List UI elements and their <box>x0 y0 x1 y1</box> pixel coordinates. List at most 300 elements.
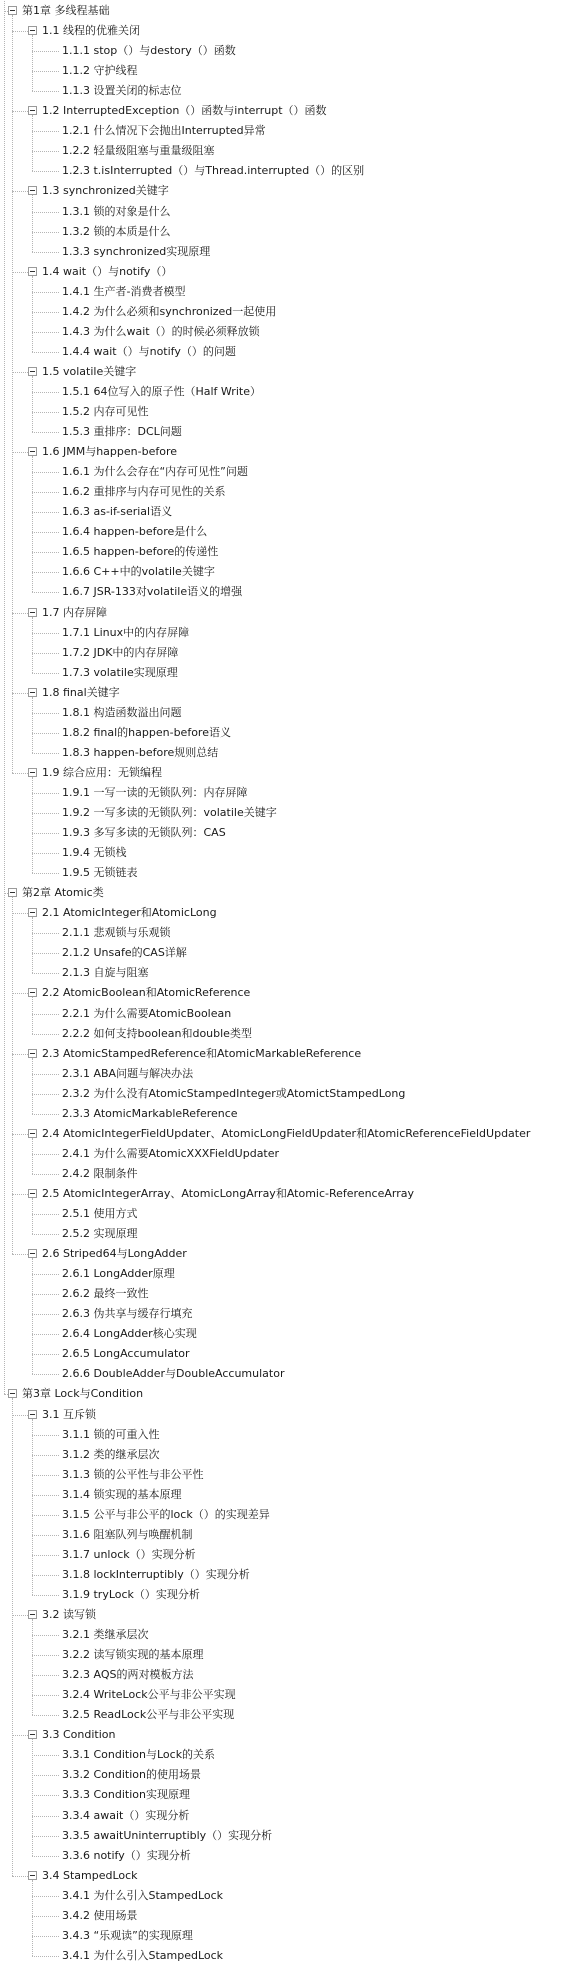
tree-connector <box>32 352 59 353</box>
tree-connector <box>32 953 59 954</box>
section-node[interactable] <box>0 442 569 462</box>
tree-connector <box>32 1455 59 1456</box>
node-label: 2.6.3 伪共享与缓存行填充 <box>62 1307 193 1321</box>
subsection-node[interactable] <box>0 202 569 222</box>
tree-connector <box>32 633 59 634</box>
node-label: 1.6.3 as-if-serial语义 <box>62 505 173 519</box>
collapse-toggle-icon[interactable] <box>28 186 37 195</box>
subsection-node[interactable] <box>0 1204 569 1224</box>
subsection-node[interactable] <box>0 222 569 242</box>
tree-connector <box>32 1014 59 1015</box>
node-label: 1.8.1 构造函数溢出问题 <box>62 705 182 719</box>
node-label: 第3章 Lock与Condition <box>22 1387 144 1401</box>
node-label: 2.6.6 DoubleAdder与DoubleAccumulator <box>62 1367 285 1381</box>
subsection-node[interactable] <box>0 1164 569 1184</box>
node-label: 3.4.1 为什么引入StampedLock <box>62 1888 224 1902</box>
tree-connector <box>32 1595 59 1596</box>
tree-connector <box>12 1254 28 1255</box>
tree-connector <box>12 1876 28 1877</box>
node-label: 3.1.8 lockInterruptibly（）实现分析 <box>62 1567 250 1581</box>
node-label: 3.1.7 unlock（）实现分析 <box>62 1547 196 1561</box>
subsection-node[interactable] <box>0 1064 569 1084</box>
subsection-node[interactable] <box>0 1425 569 1445</box>
tree-connector <box>32 51 59 52</box>
section-node[interactable] <box>0 1725 569 1745</box>
subsection-node[interactable] <box>0 462 569 482</box>
node-label: 2.4.1 为什么需要AtomicXXXFieldUpdater <box>62 1146 280 1160</box>
collapse-toggle-icon[interactable] <box>8 1389 17 1398</box>
tree-connector <box>32 232 59 233</box>
subsection-node[interactable] <box>0 943 569 963</box>
tree-connector <box>12 693 28 694</box>
tree-connector <box>32 733 59 734</box>
node-label: 1.1 线程的优雅关闭 <box>42 24 140 38</box>
node-label: 1.9.5 无锁链表 <box>62 866 138 880</box>
subsection-node[interactable] <box>0 1264 569 1284</box>
node-label: 2.5.2 实现原理 <box>62 1227 138 1241</box>
tree-connector <box>12 272 28 273</box>
node-label: 1.4 wait（）与notify（） <box>42 264 173 278</box>
collapse-toggle-icon[interactable] <box>28 447 37 456</box>
node-label: 1.7.1 Linux中的内存屏障 <box>62 625 190 639</box>
tree-connector <box>32 1515 59 1516</box>
section-node[interactable] <box>0 603 569 623</box>
tree-connector <box>32 212 59 213</box>
section-node[interactable] <box>0 362 569 382</box>
node-label: 3.2.5 ReadLock公平与非公平实现 <box>62 1708 235 1722</box>
subsection-node[interactable] <box>0 1625 569 1645</box>
subsection-node[interactable] <box>0 1224 569 1244</box>
tree-connector <box>32 713 59 714</box>
tree-connector <box>32 1154 59 1155</box>
tree-connector <box>12 773 28 774</box>
node-label: 1.3.1 锁的对象是什么 <box>62 204 171 218</box>
subsection-node[interactable] <box>0 282 569 302</box>
node-label: 3.2.1 类继承层次 <box>62 1628 149 1642</box>
subsection-node[interactable] <box>0 61 569 81</box>
node-label: 3.1.2 类的继承层次 <box>62 1447 160 1461</box>
node-label: 1.3 synchronized关键字 <box>42 184 169 198</box>
node-label: 2.1.2 Unsafe的CAS详解 <box>62 946 187 960</box>
node-label: 1.6.5 happen-before的传递性 <box>62 545 219 559</box>
subsection-node[interactable] <box>0 1004 569 1024</box>
tree-connector <box>12 1134 28 1135</box>
subsection-node[interactable] <box>0 1505 569 1525</box>
node-label: 1.3.2 锁的本质是什么 <box>62 224 171 238</box>
section-node[interactable] <box>0 181 569 201</box>
tree-connector <box>32 1956 59 1957</box>
tree-connector <box>32 673 59 674</box>
tree-connector <box>12 993 28 994</box>
tree-connector <box>32 1234 59 1235</box>
node-label: 1.7 内存屏障 <box>42 605 107 619</box>
subsection-node[interactable] <box>0 582 569 602</box>
node-label: 1.9.4 无锁栈 <box>62 846 127 860</box>
subsection-node[interactable] <box>0 783 569 803</box>
node-label: 1.9.2 一写多读的无锁队列：volatile关键字 <box>62 806 277 819</box>
subsection-node[interactable] <box>0 402 569 422</box>
tree-connector <box>32 1535 59 1536</box>
tree-connector <box>32 1334 59 1335</box>
node-label: 1.1.2 守护线程 <box>62 64 138 78</box>
subsection-node[interactable] <box>0 482 569 502</box>
node-label: 第1章 多线程基础 <box>22 4 110 17</box>
tree-connector <box>32 71 59 72</box>
subsection-node[interactable] <box>0 1906 569 1926</box>
tree-connector <box>32 532 59 533</box>
subsection-node[interactable] <box>0 1104 569 1124</box>
chapter-node[interactable] <box>0 883 569 903</box>
node-label: 2.3.3 AtomicMarkableReference <box>62 1106 238 1120</box>
tree-connector <box>32 392 59 393</box>
section-node[interactable] <box>0 903 569 923</box>
section-node[interactable] <box>0 1044 569 1064</box>
node-label: 3.1.1 锁的可重入性 <box>62 1427 160 1441</box>
collapse-toggle-icon[interactable] <box>28 988 37 997</box>
node-label: 1.5.1 64位写入的原子性（Half Write） <box>62 384 261 398</box>
subsection-node[interactable] <box>0 542 569 562</box>
collapse-toggle-icon[interactable] <box>28 267 37 276</box>
tree-connector <box>32 813 59 814</box>
collapse-toggle-icon[interactable] <box>28 26 37 35</box>
subsection-node[interactable] <box>0 1364 569 1384</box>
node-label: 2.3.2 为什么没有AtomicStampedInteger或AtomictStampedLong <box>62 1086 406 1100</box>
tree-connector <box>32 412 59 413</box>
subsection-node[interactable] <box>0 522 569 542</box>
node-label: 1.6.1 为什么会存在“内存可见性”问题 <box>62 465 248 479</box>
tree-connector <box>32 131 59 132</box>
tree-connector <box>32 592 59 593</box>
node-label: 1.4.1 生产者-消费者模型 <box>62 284 186 298</box>
node-label: 1.5.2 内存可见性 <box>62 405 149 418</box>
collapse-toggle-icon[interactable] <box>28 1189 37 1198</box>
tree-connector <box>12 452 28 453</box>
subsection-node[interactable] <box>0 121 569 141</box>
subsection-node[interactable] <box>0 723 569 743</box>
node-label: 3.4 StampedLock <box>42 1868 138 1882</box>
tree-connector <box>32 472 59 473</box>
subsection-node[interactable] <box>0 242 569 262</box>
tree-connector <box>32 833 59 834</box>
node-label: 3.3.5 awaitUninterruptibly（）实现分析 <box>62 1828 273 1842</box>
node-label: 3.2 读写锁 <box>42 1608 96 1621</box>
node-label: 1.2.3 t.isInterrupted（）与Thread.interrupted（）的区别 <box>62 164 365 178</box>
subsection-node[interactable] <box>0 562 569 582</box>
node-label: 2.2.1 为什么需要AtomicBoolean <box>62 1006 232 1020</box>
tree-connector <box>12 31 28 32</box>
node-label: 3.3.1 Condition与Lock的关系 <box>62 1748 216 1762</box>
subsection-node[interactable] <box>0 1665 569 1685</box>
section-node[interactable] <box>0 262 569 282</box>
node-label: 1.8.2 final的happen-before语义 <box>62 725 231 739</box>
node-label: 3.4.2 使用场景 <box>62 1908 138 1922</box>
root-connector <box>4 11 8 12</box>
node-label: 1.9.1 一写一读的无锁队列：内存屏障 <box>62 785 248 799</box>
subsection-node[interactable] <box>0 643 569 663</box>
node-label: 3.2.4 WriteLock公平与非公平实现 <box>62 1688 236 1702</box>
tree-connector <box>32 1114 59 1115</box>
subsection-node[interactable] <box>0 141 569 161</box>
node-label: 2.6 Striped64与LongAdder <box>42 1247 187 1261</box>
subsection-node[interactable] <box>0 1645 569 1665</box>
tree-connector <box>32 1174 59 1175</box>
tree-connector <box>32 753 59 754</box>
subsection-node[interactable] <box>0 161 569 181</box>
subsection-node[interactable] <box>0 1465 569 1485</box>
node-label: 2.5 AtomicIntegerArray、AtomicLongArray和Atomic-ReferenceArray <box>42 1186 415 1200</box>
collapse-toggle-icon[interactable] <box>8 888 17 897</box>
tree-connector <box>32 1775 59 1776</box>
tree-connector <box>32 1374 59 1375</box>
collapse-toggle-icon[interactable] <box>28 1049 37 1058</box>
node-label: 2.6.5 LongAccumulator <box>62 1347 190 1361</box>
section-node[interactable] <box>0 683 569 703</box>
node-label: 2.4.2 限制条件 <box>62 1166 138 1180</box>
collapse-toggle-icon[interactable] <box>28 688 37 697</box>
tree-connector <box>32 1435 59 1436</box>
tree-connector <box>32 432 59 433</box>
section-node[interactable] <box>0 1866 569 1886</box>
chapter-node[interactable] <box>0 1 569 21</box>
tree-connector <box>32 1755 59 1756</box>
subsection-node[interactable] <box>0 1745 569 1765</box>
node-label: 1.1.3 设置关闭的标志位 <box>62 84 182 98</box>
node-label: 1.6 JMM与happen-before <box>42 445 178 459</box>
node-label: 1.6.2 重排序与内存可见性的关系 <box>62 485 226 499</box>
subsection-node[interactable] <box>0 1926 569 1946</box>
section-node[interactable] <box>0 21 569 41</box>
node-label: 2.2 AtomicBoolean和AtomicReference <box>42 986 251 1000</box>
node-label: 2.6.4 LongAdder核心实现 <box>62 1327 197 1341</box>
node-label: 1.8.3 happen-before规则总结 <box>62 745 219 759</box>
tree-connector <box>32 1294 59 1295</box>
node-label: 1.1.1 stop（）与destory（）函数 <box>62 44 236 58</box>
subsection-node[interactable] <box>0 1324 569 1344</box>
subsection-node[interactable] <box>0 41 569 61</box>
tree-connector <box>12 191 28 192</box>
node-label: 2.4 AtomicIntegerFieldUpdater、AtomicLongFieldUpdater和AtomicReferenceFieldUpdater <box>42 1126 531 1140</box>
subsection-node[interactable] <box>0 1344 569 1364</box>
tree-connector <box>32 572 59 573</box>
subsection-node[interactable] <box>0 1445 569 1465</box>
root-connector <box>4 1394 8 1395</box>
subsection-node[interactable] <box>0 863 569 883</box>
node-label: 2.3 AtomicStampedReference和AtomicMarkableReference <box>42 1046 362 1060</box>
tree-connector <box>12 1735 28 1736</box>
tree-connector <box>32 1936 59 1937</box>
subsection-node[interactable] <box>0 1545 569 1565</box>
subsection-node[interactable] <box>0 422 569 442</box>
subsection-node[interactable] <box>0 322 569 342</box>
subsection-node[interactable] <box>0 1565 569 1585</box>
node-label: 2.3.1 ABA问题与解决办法 <box>62 1066 194 1080</box>
tree-connector <box>32 312 59 313</box>
tree-connector <box>32 1715 59 1716</box>
node-label: 3.3.2 Condition的使用场景 <box>62 1768 201 1782</box>
tree-connector <box>32 873 59 874</box>
node-label: 3.3.6 notify（）实现分析 <box>62 1848 191 1862</box>
tree-connector <box>32 1575 59 1576</box>
section-node[interactable] <box>0 1244 569 1264</box>
collapse-toggle-icon[interactable] <box>28 1249 37 1258</box>
subsection-node[interactable] <box>0 1785 569 1805</box>
node-label: 1.5.3 重排序：DCL问题 <box>62 425 182 439</box>
tree-connector <box>32 332 59 333</box>
tree-connector <box>32 1655 59 1656</box>
collapse-toggle-icon[interactable] <box>8 6 17 15</box>
subsection-node[interactable] <box>0 1304 569 1324</box>
subsection-node[interactable] <box>0 1826 569 1846</box>
section-node[interactable] <box>0 983 569 1003</box>
node-label: 3.3 Condition <box>42 1728 116 1742</box>
tree-connector <box>32 1916 59 1917</box>
section-node[interactable] <box>0 101 569 121</box>
subsection-node[interactable] <box>0 803 569 823</box>
node-label: 第2章 Atomic类 <box>22 886 104 900</box>
chapter-node[interactable] <box>0 1384 569 1404</box>
tree-connector <box>12 1615 28 1616</box>
node-label: 3.1.3 锁的公平性与非公平性 <box>62 1467 204 1481</box>
subsection-node[interactable] <box>0 1946 569 1966</box>
subsection-node[interactable] <box>0 1024 569 1044</box>
section-node[interactable] <box>0 1124 569 1144</box>
collapse-toggle-icon[interactable] <box>28 367 37 376</box>
tree-connector <box>32 1836 59 1837</box>
node-label: 1.7.3 volatile实现原理 <box>62 665 178 679</box>
subsection-node[interactable] <box>0 1525 569 1545</box>
subsection-node[interactable] <box>0 963 569 983</box>
tree-connector <box>12 1194 28 1195</box>
subsection-node[interactable] <box>0 743 569 763</box>
subsection-node[interactable] <box>0 502 569 522</box>
tree-connector <box>12 1415 28 1416</box>
subsection-node[interactable] <box>0 1585 569 1605</box>
collapse-toggle-icon[interactable] <box>28 768 37 777</box>
subsection-node[interactable] <box>0 1765 569 1785</box>
node-label: 1.2 InterruptedException（）函数与interrupt（）函数 <box>42 104 327 118</box>
tree-connector <box>32 1856 59 1857</box>
root-connector <box>4 893 8 894</box>
tree-connector <box>32 1274 59 1275</box>
node-label: 1.9 综合应用：无锁编程 <box>42 765 162 779</box>
subsection-node[interactable] <box>0 382 569 402</box>
tree-connector <box>32 171 59 172</box>
root-guide-line <box>4 1 5 1394</box>
collapse-toggle-icon[interactable] <box>28 1730 37 1739</box>
node-label: 1.6.4 happen-before是什么 <box>62 525 208 539</box>
subsection-node[interactable] <box>0 342 569 362</box>
node-label: 1.2.1 什么情况下会抛出Interrupted异常 <box>62 124 266 138</box>
tree-connector <box>32 292 59 293</box>
collapse-toggle-icon[interactable] <box>28 1129 37 1138</box>
node-label: 1.4.2 为什么必须和synchronized一起使用 <box>62 304 277 318</box>
tree-connector <box>32 1214 59 1215</box>
node-label: 1.4.4 wait（）与notify（）的问题 <box>62 344 236 358</box>
tree-connector <box>32 1675 59 1676</box>
subsection-node[interactable] <box>0 843 569 863</box>
subsection-node[interactable] <box>0 81 569 101</box>
tree-connector <box>32 91 59 92</box>
tree-connector <box>32 492 59 493</box>
collapse-toggle-icon[interactable] <box>28 106 37 115</box>
section-node[interactable] <box>0 1405 569 1425</box>
tree-connector <box>32 1074 59 1075</box>
tree-connector <box>32 1795 59 1796</box>
node-label: 3.1.4 锁实现的基本原理 <box>62 1487 182 1501</box>
tree-connector <box>12 111 28 112</box>
node-label: 3.3.3 Condition实现原理 <box>62 1788 190 1802</box>
subsection-node[interactable] <box>0 1806 569 1826</box>
subsection-node[interactable] <box>0 1685 569 1705</box>
section-node[interactable] <box>0 1184 569 1204</box>
subsection-node[interactable] <box>0 302 569 322</box>
subsection-node[interactable] <box>0 1485 569 1505</box>
collapse-toggle-icon[interactable] <box>28 608 37 617</box>
tree-connector <box>32 653 59 654</box>
subsection-node[interactable] <box>0 623 569 643</box>
tree-connector <box>32 151 59 152</box>
tree-connector <box>12 613 28 614</box>
collapse-toggle-icon[interactable] <box>28 908 37 917</box>
subsection-node[interactable] <box>0 1886 569 1906</box>
node-label: 1.9.3 多写多读的无锁队列：CAS <box>62 826 226 840</box>
subsection-node[interactable] <box>0 1846 569 1866</box>
subsection-node[interactable] <box>0 823 569 843</box>
node-label: 1.2.2 轻量级阻塞与重量级阻塞 <box>62 144 215 158</box>
subsection-node[interactable] <box>0 1084 569 1104</box>
tree-connector <box>32 1314 59 1315</box>
node-label: 1.3.3 synchronized实现原理 <box>62 244 211 258</box>
tree-connector <box>32 512 59 513</box>
tree-connector <box>32 552 59 553</box>
tree-connector <box>32 1034 59 1035</box>
subsection-node[interactable] <box>0 1284 569 1304</box>
tree-connector <box>32 252 59 253</box>
node-label: 3.1.5 公平与非公平的lock（）的实现差异 <box>62 1507 270 1521</box>
tree-connector <box>32 1555 59 1556</box>
tree-connector <box>32 1495 59 1496</box>
node-label: 3.3.4 await（）实现分析 <box>62 1808 190 1822</box>
tree-connector <box>32 1475 59 1476</box>
subsection-node[interactable] <box>0 703 569 723</box>
node-label: 2.1 AtomicInteger和AtomicLong <box>42 906 217 920</box>
subsection-node[interactable] <box>0 1144 569 1164</box>
node-label: 3.4.1 为什么引入StampedLock <box>62 1948 224 1962</box>
tree-connector <box>32 1896 59 1897</box>
node-label: 2.6.2 最终一致性 <box>62 1287 149 1301</box>
tree-connector <box>12 1054 28 1055</box>
collapse-toggle-icon[interactable] <box>28 1610 37 1619</box>
collapse-toggle-icon[interactable] <box>28 1410 37 1419</box>
section-node[interactable] <box>0 763 569 783</box>
tree-connector <box>12 372 28 373</box>
subsection-node[interactable] <box>0 663 569 683</box>
node-label: 3.2.3 AQS的两对模板方法 <box>62 1668 194 1682</box>
tree-connector <box>12 913 28 914</box>
tree-connector <box>32 933 59 934</box>
section-node[interactable] <box>0 1605 569 1625</box>
node-label: 1.5 volatile关键字 <box>42 364 137 378</box>
collapse-toggle-icon[interactable] <box>28 1871 37 1880</box>
node-label: 2.1.1 悲观锁与乐观锁 <box>62 926 171 940</box>
node-label: 3.1.6 阻塞队列与唤醒机制 <box>62 1527 193 1541</box>
tree-connector <box>32 973 59 974</box>
subsection-node[interactable] <box>0 923 569 943</box>
node-label: 1.6.7 JSR-133对volatile语义的增强 <box>62 585 243 599</box>
subsection-node[interactable] <box>0 1705 569 1725</box>
tree-connector <box>32 853 59 854</box>
tree-connector <box>32 1635 59 1636</box>
